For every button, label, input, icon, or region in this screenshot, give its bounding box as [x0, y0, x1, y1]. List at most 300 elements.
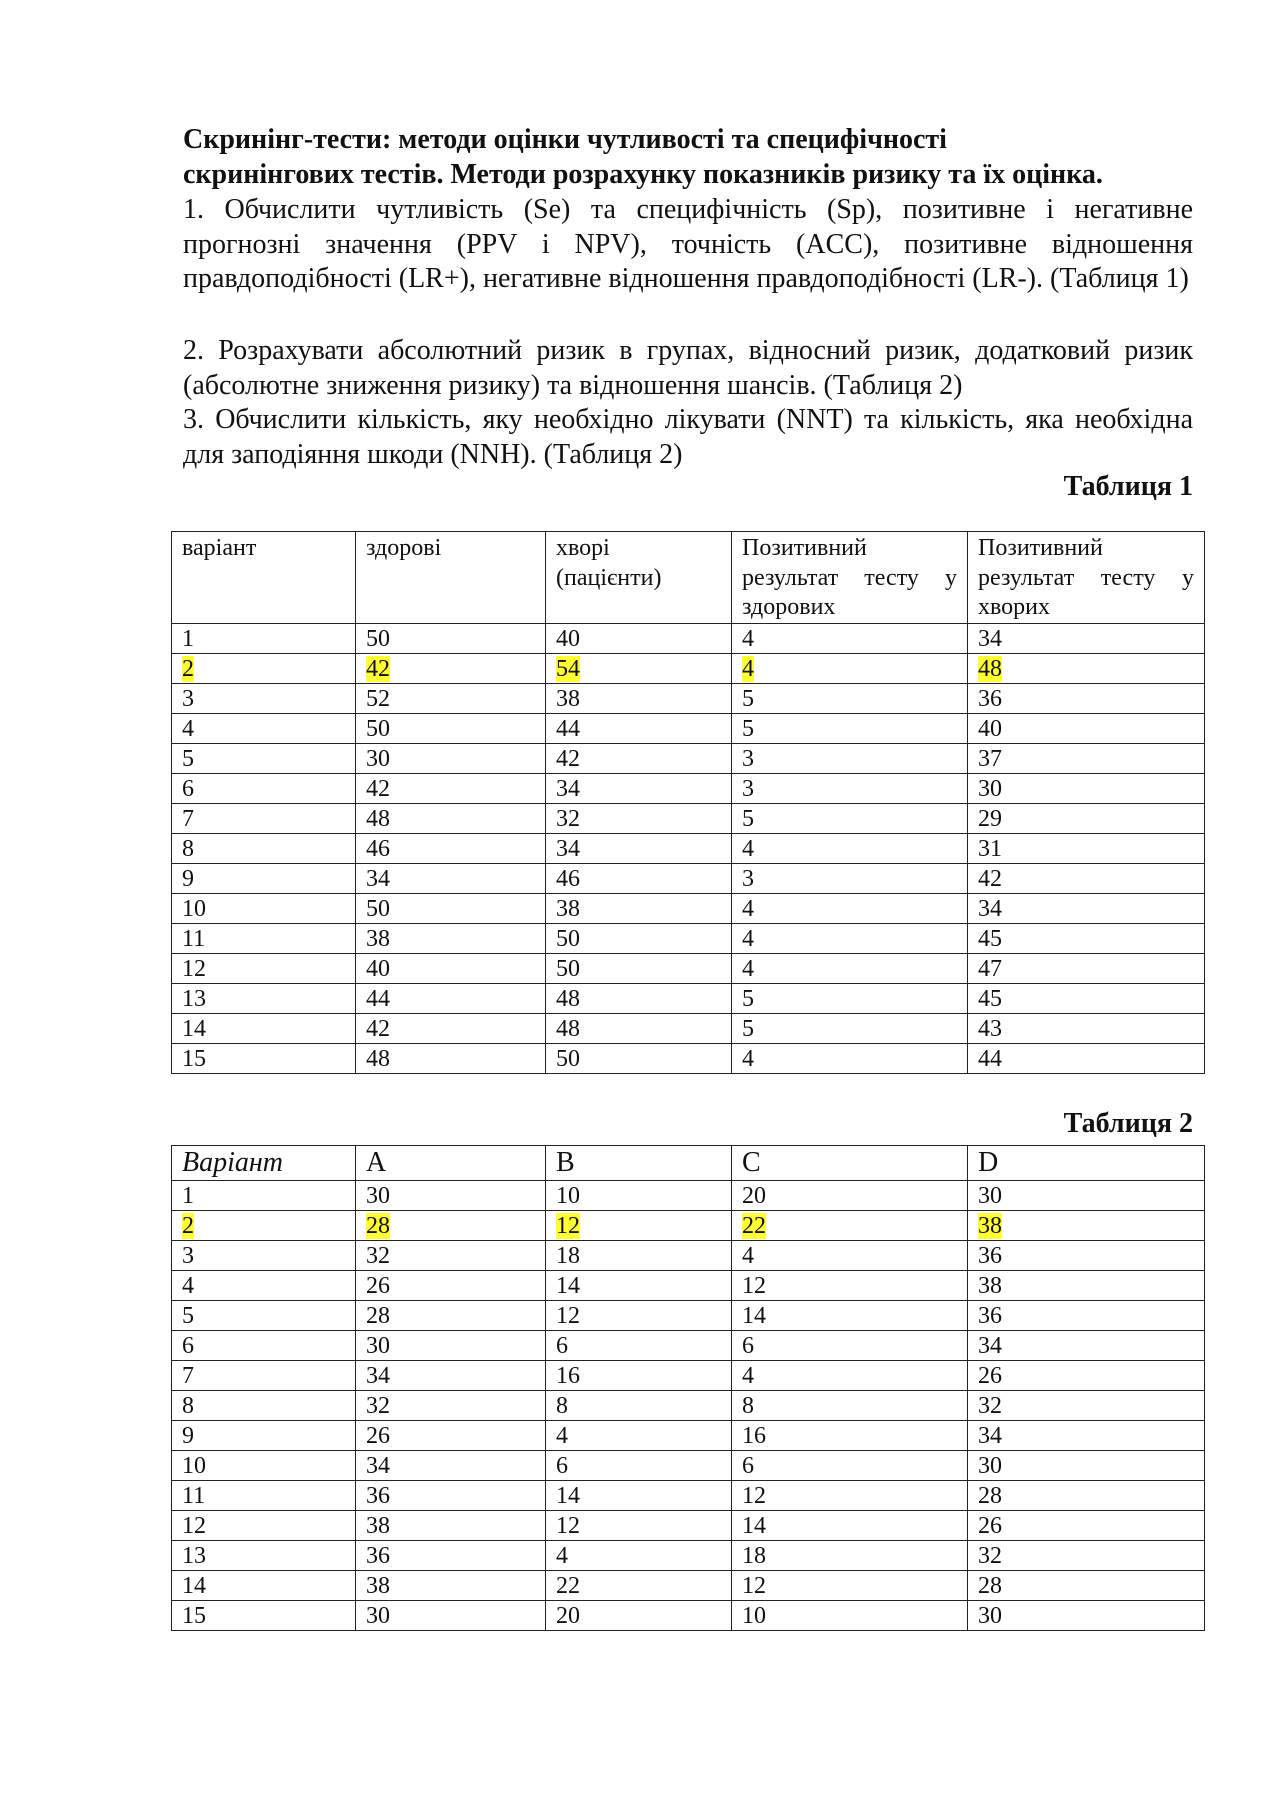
- table1-cell: [546, 834, 732, 864]
- table1-cell: [968, 954, 1205, 984]
- table1-cell: [356, 984, 546, 1014]
- table2-cell-value: 36: [978, 1303, 1002, 1329]
- table-1: [171, 531, 1205, 1074]
- table1-cell: [732, 654, 968, 684]
- table2-cell: [732, 1301, 968, 1331]
- table1-cell-value: 48: [366, 806, 390, 832]
- table1-cell: [172, 954, 356, 984]
- table2-body: [172, 1181, 1205, 1631]
- table1-cell-value: 6: [182, 776, 194, 802]
- table1-cell: [546, 1044, 732, 1074]
- table1-cell: [546, 684, 732, 714]
- table2-cell: [172, 1361, 356, 1391]
- table1-cell-value: 50: [556, 956, 580, 982]
- table1-cell-value: 44: [366, 986, 390, 1012]
- table2-row: [172, 1481, 1205, 1511]
- table2-cell: [356, 1271, 546, 1301]
- table2-row: [172, 1451, 1205, 1481]
- table1-cell: [172, 864, 356, 894]
- table1-cell: [172, 624, 356, 654]
- table2-cell: [968, 1571, 1205, 1601]
- table1-row: [172, 924, 1205, 954]
- table1-cell: [546, 774, 732, 804]
- table2-cell-value: 20: [556, 1603, 580, 1629]
- table2-cell-value: 32: [978, 1543, 1002, 1569]
- document-heading: [183, 122, 1193, 192]
- table2-cell-value: 26: [366, 1423, 390, 1449]
- table2-cell: [546, 1571, 732, 1601]
- table2-cell: [968, 1541, 1205, 1571]
- table2-cell-value: 6: [556, 1453, 568, 1479]
- table1-cell-value: 38: [366, 926, 390, 952]
- table2-row: [172, 1361, 1205, 1391]
- table1-cell-value: 4: [742, 1046, 754, 1072]
- table1-cell: [172, 774, 356, 804]
- table1-cell-value: 12: [182, 956, 206, 982]
- table1-cell-value: 3: [742, 776, 754, 802]
- table2-cell: [732, 1211, 968, 1241]
- table1-cell-value: 34: [556, 836, 580, 862]
- table2-cell-value: 22: [742, 1213, 766, 1239]
- table1-cell: [546, 654, 732, 684]
- table1-cell-value: 34: [978, 896, 1002, 922]
- table1-cell-value: 29: [978, 806, 1002, 832]
- table2-cell: [546, 1601, 732, 1631]
- table1-cell: [732, 954, 968, 984]
- table1-cell: [968, 654, 1205, 684]
- table2-header-d: D: [968, 1146, 1205, 1181]
- table2-cell-value: 22: [556, 1573, 580, 1599]
- table1-cell: [732, 924, 968, 954]
- table1-cell: [968, 1044, 1205, 1074]
- table2-cell: [172, 1241, 356, 1271]
- table2-cell-value: 18: [556, 1243, 580, 1269]
- table1-cell-value: 40: [366, 956, 390, 982]
- table2-cell: [732, 1601, 968, 1631]
- table1-row: [172, 864, 1205, 894]
- table2-cell: [546, 1451, 732, 1481]
- table1-cell: [546, 1014, 732, 1044]
- table2-cell: [968, 1451, 1205, 1481]
- table2-cell: [356, 1511, 546, 1541]
- table1-row: [172, 654, 1205, 684]
- table2-header-a: A: [356, 1146, 546, 1181]
- table1-cell: [356, 894, 546, 924]
- table1-cell: [172, 834, 356, 864]
- table1-cell: [732, 834, 968, 864]
- table2-cell-value: 32: [366, 1243, 390, 1269]
- table2-cell-value: 14: [742, 1303, 766, 1329]
- table1-cell: [732, 984, 968, 1014]
- table2-cell-value: 34: [978, 1423, 1002, 1449]
- table1-cell-value: 43: [978, 1016, 1002, 1042]
- table2-cell-value: 38: [978, 1273, 1002, 1299]
- table2-cell: [968, 1391, 1205, 1421]
- table-2: [171, 1145, 1205, 1631]
- table1-cell: [732, 684, 968, 714]
- table1-cell-value: 44: [556, 716, 580, 742]
- table2-cell-value: 26: [978, 1363, 1002, 1389]
- table1-cell-value: 30: [978, 776, 1002, 802]
- table2-cell: [546, 1301, 732, 1331]
- table1-cell: [356, 714, 546, 744]
- table1-cell: [172, 714, 356, 744]
- table1-cell: [968, 624, 1205, 654]
- table2-row: [172, 1601, 1205, 1631]
- table2-cell-value: 38: [366, 1573, 390, 1599]
- table2-cell: [732, 1331, 968, 1361]
- table1-cell-value: 13: [182, 986, 206, 1012]
- table1-cell: [172, 894, 356, 924]
- table2-cell: [546, 1391, 732, 1421]
- table2-cell: [968, 1361, 1205, 1391]
- table2-cell: [968, 1271, 1205, 1301]
- table1-cell-value: 50: [366, 716, 390, 742]
- table2-row: [172, 1241, 1205, 1271]
- table2-cell: [356, 1211, 546, 1241]
- table1-cell-value: 48: [556, 1016, 580, 1042]
- table2-cell: [546, 1241, 732, 1271]
- table2-cell-value: 16: [742, 1423, 766, 1449]
- table1-cell: [172, 1014, 356, 1044]
- table2-cell: [356, 1571, 546, 1601]
- table2-cell: [356, 1451, 546, 1481]
- table2-cell-value: 4: [556, 1543, 568, 1569]
- table2-cell-value: 14: [556, 1273, 580, 1299]
- table1-cell-value: 45: [978, 926, 1002, 952]
- table1-cell: [172, 654, 356, 684]
- table2-cell: [732, 1241, 968, 1271]
- table1-cell: [356, 954, 546, 984]
- table1-cell: [356, 684, 546, 714]
- table1-cell-value: 15: [182, 1046, 206, 1072]
- table2-cell-value: 20: [742, 1183, 766, 1209]
- table2-cell: [732, 1361, 968, 1391]
- table1-cell: [732, 894, 968, 924]
- table1-cell-value: 46: [366, 836, 390, 862]
- table1-cell-value: 14: [182, 1016, 206, 1042]
- table1-header-row: [172, 532, 1205, 624]
- table1-row: [172, 894, 1205, 924]
- table2-cell: [546, 1541, 732, 1571]
- table2-cell-value: 6: [742, 1333, 754, 1359]
- table2-cell-value: 9: [182, 1423, 194, 1449]
- table2-cell-value: 34: [978, 1333, 1002, 1359]
- table2-cell: [968, 1511, 1205, 1541]
- table2-cell-value: 30: [366, 1333, 390, 1359]
- table2-cell: [546, 1181, 732, 1211]
- table2-caption: Таблиця 2: [1063, 1108, 1193, 1139]
- table1-cell-value: 42: [366, 1016, 390, 1042]
- table2-row: [172, 1331, 1205, 1361]
- table2-cell-value: 36: [978, 1243, 1002, 1269]
- heading-line-1: Скринінг-тести: методи оцінки чутливості та специфічності: [183, 124, 947, 155]
- table2-cell-value: 38: [366, 1513, 390, 1539]
- table2-cell: [172, 1451, 356, 1481]
- table1-cell: [732, 864, 968, 894]
- table2-cell-value: 6: [742, 1453, 754, 1479]
- table1-cell-value: 2: [182, 656, 194, 682]
- table2-cell: [732, 1421, 968, 1451]
- table1-cell: [968, 684, 1205, 714]
- table2-cell-value: 16: [556, 1363, 580, 1389]
- table1-cell: [732, 804, 968, 834]
- table2-row: [172, 1391, 1205, 1421]
- table1-header-variant: варіант: [172, 532, 356, 624]
- table1-header-positive-sick: Позитивний результат тесту у хворих: [968, 532, 1205, 624]
- table1-row: [172, 684, 1205, 714]
- table2-cell: [546, 1211, 732, 1241]
- table2-cell: [356, 1361, 546, 1391]
- task-2: 2. Розрахувати абсолютний ризик в групах, відносний ризик, додатковий ризик (абсолютне зниження ризику) та відношення шансів. (Таблиця 2): [183, 335, 1193, 401]
- table1-cell-value: 46: [556, 866, 580, 892]
- table2-row: [172, 1421, 1205, 1451]
- table1-row: [172, 804, 1205, 834]
- table2-cell: [732, 1271, 968, 1301]
- table2-cell: [546, 1421, 732, 1451]
- table1-cell: [172, 984, 356, 1014]
- table1-cell-value: 5: [742, 1016, 754, 1042]
- table1-cell: [732, 624, 968, 654]
- table2-cell: [356, 1541, 546, 1571]
- table1-cell-value: 50: [366, 896, 390, 922]
- table2-cell-value: 34: [366, 1453, 390, 1479]
- table2-cell-value: 8: [742, 1393, 754, 1419]
- table1-cell-value: 36: [978, 686, 1002, 712]
- table2-cell: [968, 1481, 1205, 1511]
- table1-header-healthy: здорові: [356, 532, 546, 624]
- table2-cell: [172, 1601, 356, 1631]
- table1-cell-value: 34: [556, 776, 580, 802]
- table2-cell-value: 6: [182, 1333, 194, 1359]
- task-3: 3. Обчислити кількість, яку необхідно лікувати (NNT) та кількість, яка необхідна для заподіяння шкоди (NNH). (Таблиця 2): [183, 404, 1193, 470]
- table2-cell-value: 3: [182, 1243, 194, 1269]
- table2-cell: [968, 1301, 1205, 1331]
- table1-cell: [356, 654, 546, 684]
- table1-row: [172, 834, 1205, 864]
- table1-row: [172, 714, 1205, 744]
- table1-cell-value: 42: [978, 866, 1002, 892]
- table1-cell-value: 38: [556, 896, 580, 922]
- table1-cell-value: 31: [978, 836, 1002, 862]
- table2-cell: [356, 1421, 546, 1451]
- table1-cell-value: 5: [742, 806, 754, 832]
- task-1: 1. Обчислити чутливість (Se) та специфічність (Sp), позитивне і негативне прогнозні значення (PPV і NPV), точність (ACC), позитивне відношення правдоподібності (LR+), негативне відношення правдоподібності (LR-). (Таблиця 1): [183, 194, 1193, 294]
- table1-body: [172, 624, 1205, 1074]
- table2-cell: [172, 1211, 356, 1241]
- table1-cell-value: 5: [742, 686, 754, 712]
- table2-cell-value: 30: [978, 1183, 1002, 1209]
- table1-cell: [732, 744, 968, 774]
- table2-cell-value: 12: [556, 1513, 580, 1539]
- table1-cell: [356, 624, 546, 654]
- table1-cell-value: 37: [978, 746, 1002, 772]
- table2-header-b: B: [546, 1146, 732, 1181]
- table1-cell-value: 4: [742, 896, 754, 922]
- table2-cell-value: 12: [556, 1303, 580, 1329]
- table2-cell: [356, 1481, 546, 1511]
- table1-cell: [546, 744, 732, 774]
- table2-cell-value: 30: [978, 1603, 1002, 1629]
- table1-row: [172, 744, 1205, 774]
- table1-cell-value: 3: [182, 686, 194, 712]
- table1-cell-value: 10: [182, 896, 206, 922]
- table1-cell: [968, 894, 1205, 924]
- table1-cell-value: 3: [742, 866, 754, 892]
- table2-cell: [546, 1481, 732, 1511]
- table1-cell: [968, 864, 1205, 894]
- table2-cell: [968, 1421, 1205, 1451]
- table1-cell: [968, 1014, 1205, 1044]
- table2-cell: [356, 1601, 546, 1631]
- table2-row: [172, 1571, 1205, 1601]
- table2-cell-value: 12: [742, 1273, 766, 1299]
- table1-cell: [546, 954, 732, 984]
- table2-cell-value: 15: [182, 1603, 206, 1629]
- table1-cell-value: 42: [366, 656, 390, 682]
- table2-cell-value: 12: [742, 1483, 766, 1509]
- table1-cell-value: 4: [742, 926, 754, 952]
- table2-cell-value: 8: [182, 1393, 194, 1419]
- table2-cell-value: 36: [366, 1483, 390, 1509]
- table1-cell-value: 3: [742, 746, 754, 772]
- table1-cell-value: 48: [978, 656, 1002, 682]
- table2-cell-value: 28: [978, 1573, 1002, 1599]
- table2-cell-value: 26: [978, 1513, 1002, 1539]
- table1-cell: [546, 714, 732, 744]
- table1-cell: [968, 834, 1205, 864]
- table2-cell-value: 10: [556, 1183, 580, 1209]
- table2-cell-value: 36: [366, 1543, 390, 1569]
- table2-cell-value: 10: [182, 1453, 206, 1479]
- table1-cell: [356, 864, 546, 894]
- table1-cell: [546, 864, 732, 894]
- table1-cell: [356, 834, 546, 864]
- table1-cell-value: 50: [556, 1046, 580, 1072]
- table1-cell-value: 47: [978, 956, 1002, 982]
- table2-cell: [356, 1241, 546, 1271]
- table1-cell-value: 7: [182, 806, 194, 832]
- table1-cell-value: 5: [742, 986, 754, 1012]
- table2-cell-value: 10: [742, 1603, 766, 1629]
- table1-row: [172, 984, 1205, 1014]
- heading-line-2: скринінгових тестів. Методи розрахунку показників ризику та їх оцінка.: [183, 159, 1103, 190]
- table1-cell-value: 40: [978, 716, 1002, 742]
- table1-cell-value: 9: [182, 866, 194, 892]
- table1-row: [172, 1044, 1205, 1074]
- table2-cell: [172, 1541, 356, 1571]
- table1-cell-value: 45: [978, 986, 1002, 1012]
- table1-cell-value: 44: [978, 1046, 1002, 1072]
- table2-cell: [732, 1571, 968, 1601]
- table2-header-variant: Варіант: [172, 1146, 356, 1181]
- table1-cell-value: 48: [366, 1046, 390, 1072]
- table1-cell-value: 42: [556, 746, 580, 772]
- table2-cell: [546, 1511, 732, 1541]
- table2-cell: [732, 1391, 968, 1421]
- table1-cell-value: 4: [742, 656, 754, 682]
- table2-cell: [546, 1331, 732, 1361]
- table2-cell: [968, 1211, 1205, 1241]
- table1-cell: [546, 984, 732, 1014]
- table2-cell-value: 5: [182, 1303, 194, 1329]
- table2-cell-value: 6: [556, 1333, 568, 1359]
- table2-cell: [732, 1181, 968, 1211]
- table2-cell: [732, 1541, 968, 1571]
- table2-cell: [172, 1301, 356, 1331]
- table2-cell-value: 12: [182, 1513, 206, 1539]
- table1-cell-value: 11: [182, 926, 206, 952]
- table1-cell: [172, 1044, 356, 1074]
- table1-cell: [546, 924, 732, 954]
- table2-cell-value: 18: [742, 1543, 766, 1569]
- table1-header-sick: хворі (пацієнти): [546, 532, 732, 624]
- table1-cell: [356, 804, 546, 834]
- table2-cell-value: 12: [742, 1573, 766, 1599]
- table2-cell: [356, 1301, 546, 1331]
- table2-cell-value: 30: [366, 1603, 390, 1629]
- table1-cell-value: 32: [556, 806, 580, 832]
- table2-cell: [356, 1391, 546, 1421]
- table1-cell-value: 5: [182, 746, 194, 772]
- table1-cell-value: 48: [556, 986, 580, 1012]
- table2-cell: [172, 1571, 356, 1601]
- table1-cell: [732, 714, 968, 744]
- table1-cell-value: 30: [366, 746, 390, 772]
- table2-cell-value: 28: [366, 1213, 390, 1239]
- table1-cell: [968, 744, 1205, 774]
- table1-cell: [546, 804, 732, 834]
- table2-cell: [546, 1361, 732, 1391]
- table1-cell-value: 8: [182, 836, 194, 862]
- table2-cell: [968, 1241, 1205, 1271]
- table2-cell-value: 26: [366, 1273, 390, 1299]
- table2-header-c: C: [732, 1146, 968, 1181]
- table1-cell-value: 4: [742, 836, 754, 862]
- table2-cell: [968, 1331, 1205, 1361]
- table2-cell: [546, 1271, 732, 1301]
- table2-cell: [172, 1421, 356, 1451]
- table1-cell: [172, 744, 356, 774]
- table2-cell: [172, 1181, 356, 1211]
- table2-cell: [172, 1331, 356, 1361]
- table2-cell-value: 34: [366, 1363, 390, 1389]
- table1-cell: [968, 774, 1205, 804]
- table1-cell-value: 52: [366, 686, 390, 712]
- table2-cell: [172, 1511, 356, 1541]
- table1-row: [172, 624, 1205, 654]
- table2-cell-value: 38: [978, 1213, 1002, 1239]
- table1-cell: [356, 924, 546, 954]
- table2-cell-value: 30: [978, 1453, 1002, 1479]
- table1-cell-value: 40: [556, 626, 580, 652]
- table2-cell: [968, 1181, 1205, 1211]
- table2-cell-value: 28: [366, 1303, 390, 1329]
- table2-cell-value: 14: [742, 1513, 766, 1539]
- table2-cell-value: 8: [556, 1393, 568, 1419]
- table2-cell: [732, 1511, 968, 1541]
- table1-cell: [172, 924, 356, 954]
- table1-cell: [172, 684, 356, 714]
- table1-cell-value: 34: [978, 626, 1002, 652]
- table1-cell-value: 4: [742, 626, 754, 652]
- table2-cell: [968, 1601, 1205, 1631]
- table1-cell-value: 38: [556, 686, 580, 712]
- table1-cell: [356, 1044, 546, 1074]
- table1-cell-value: 34: [366, 866, 390, 892]
- table2-cell-value: 7: [182, 1363, 194, 1389]
- table2-row: [172, 1271, 1205, 1301]
